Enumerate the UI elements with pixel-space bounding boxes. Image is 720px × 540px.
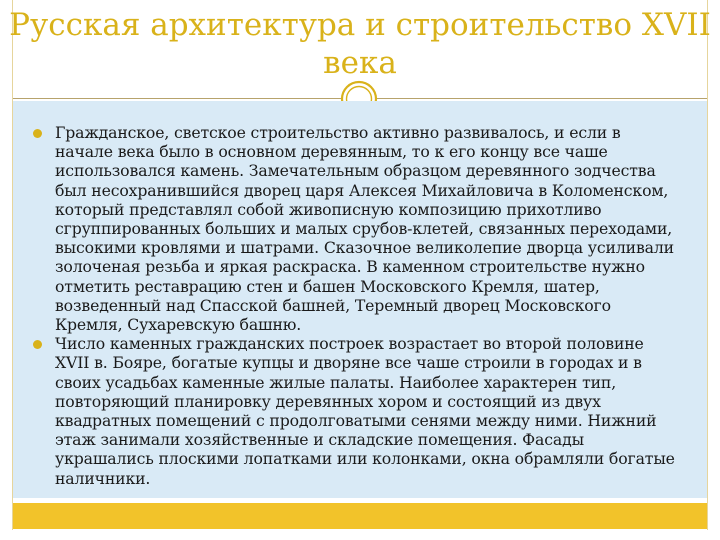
slide-title xyxy=(0,6,720,82)
title-line-2: века xyxy=(323,45,397,81)
bullet-dot-icon xyxy=(33,129,42,138)
bullet-item xyxy=(31,123,681,334)
bullet-text: Число каменных гражданских построек возрастает во второй половине XVII в. Бояре, богатые купцы и дворяне все чаше строили в городах и в своих усадьбах каменные жилые палаты. Наиболее характерен тип, повторяющий планировку деревянных хором и состоящий из двух квадратных помещений с продолговатыми сенями между ними. Нижний этаж занимали хозяйственные и складские помещения. Фасады украшались плоскими лопатками или колонками, окна обрамляли богатые наличники. xyxy=(55,334,675,488)
bullet-text: Гражданское, светское строительство активно развивалось, и если в начале века было в основном деревянным, то к его концу все чаше использовался камень. Замечательным образцом деревянного зодчества был несохранившийся дворец царя Алексея Михайловича в Коломенском, который представлял собой живописную композицию прихотливо сгруппированных больших и малых срубов-клетей, связанных переходами, высокими кровлями и шатрами. Сказочное великолепие дворца усиливали золоченая резьба и яркая раскраска. В каменном строительстве нужно отметить реставрацию стен и башен Московского Кремля, шатер, возведенный над Спасской башней, Теремный дворец Московского Кремля, Сухаревскую башню. xyxy=(55,123,674,335)
bullet-item xyxy=(31,334,681,488)
bullet-dot-icon xyxy=(33,340,42,349)
bottom-accent-band xyxy=(13,503,707,529)
title-line-1: Русская архитектура и строительство XVII xyxy=(9,7,711,43)
content-panel xyxy=(13,101,707,498)
